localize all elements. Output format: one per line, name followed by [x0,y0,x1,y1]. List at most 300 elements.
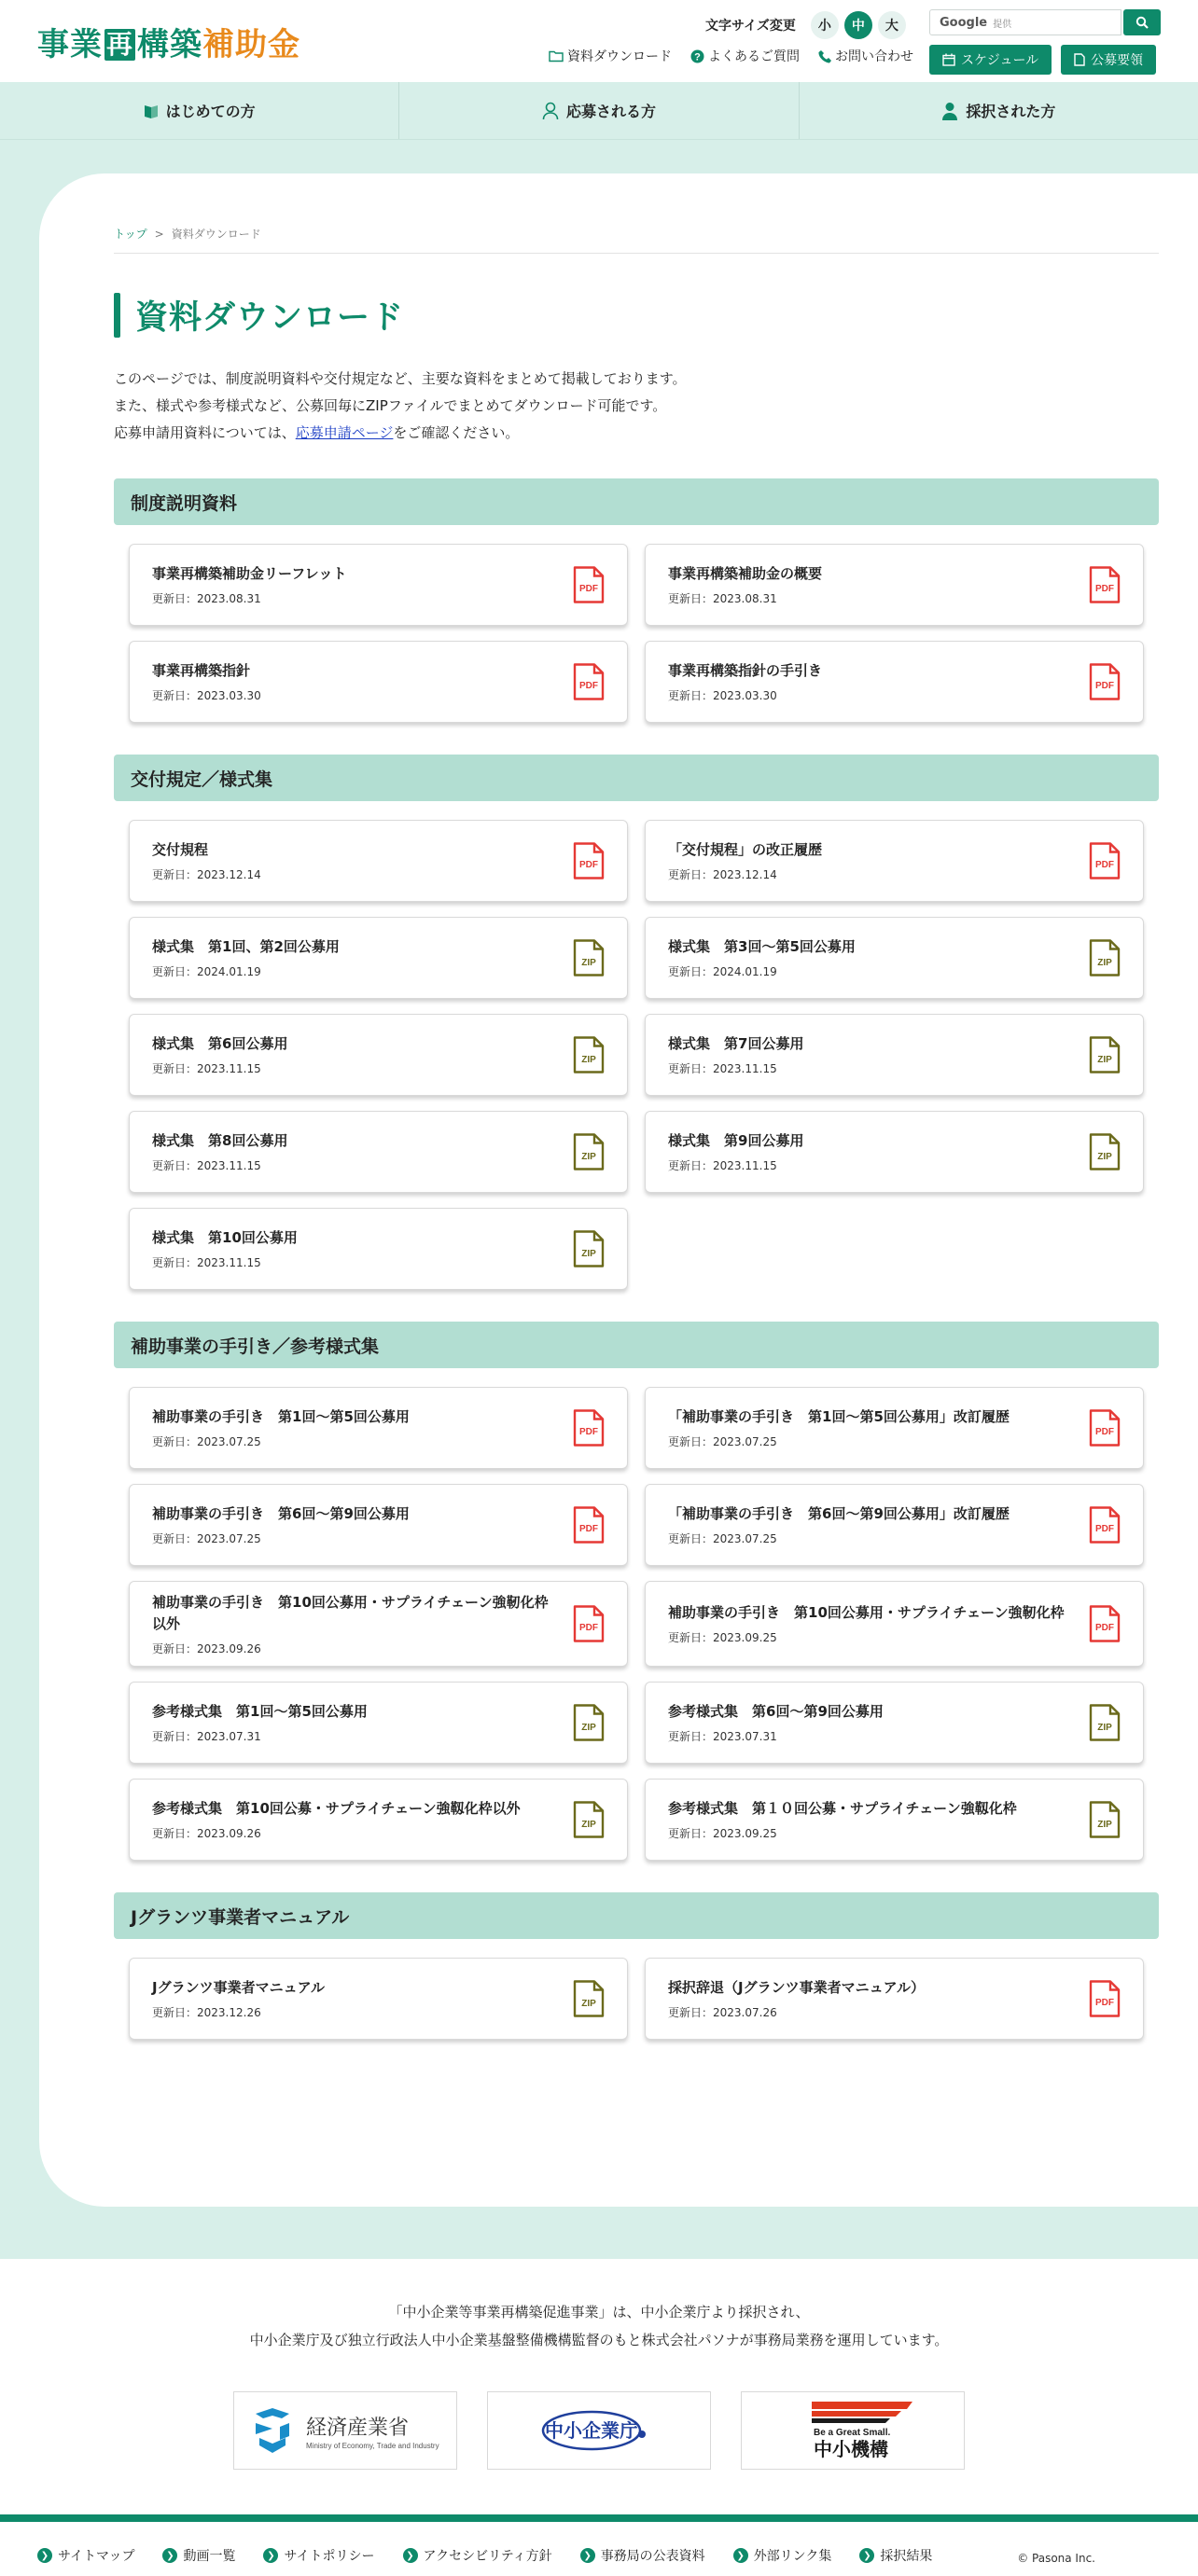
smrj-mark-icon [812,2402,912,2423]
footer-link-label: 外部リンク集 [753,2549,832,2564]
pdf-file-icon [1089,1605,1121,1642]
sme-agency-name: 中小企業庁 [545,2421,638,2442]
file-download-card[interactable] [129,1581,628,1667]
file-card-text [152,1503,573,1546]
nav-adopted-label: 採択された方 [966,103,1056,120]
date-prefix: 更新日： [152,1827,198,1840]
schedule-button-label: スケジュール [961,53,1039,68]
logo-text-b: 構築 [137,26,203,63]
download-section [114,478,1159,723]
svg-text:PDF: PDF [1095,1623,1114,1633]
person-outline-icon [542,102,559,120]
date-value: 2023.07.25 [197,1435,261,1448]
file-card-text [152,1798,573,1841]
contact-link-label: お問い合わせ [835,49,913,64]
date-value: 2023.09.25 [713,1631,777,1644]
calendar-icon [942,53,955,66]
svg-text:PDF: PDF [1095,584,1114,594]
nav-adopted[interactable] [799,82,1198,139]
guideline-button[interactable] [1061,45,1156,75]
file-download-card[interactable] [645,1779,1144,1861]
file-title: 事業再構築補助金リーフレット [152,565,347,582]
file-updated-date [152,1433,556,1449]
section-heading: Jグランツ事業者マニュアル [114,1892,1159,1939]
zip-file-icon [1089,939,1121,976]
file-download-card[interactable] [129,1208,628,1290]
file-title: Jグランツ事業者マニュアル [152,1979,325,1996]
date-value: 2024.01.19 [713,965,777,978]
svg-text:PDF: PDF [1095,1998,1114,2008]
file-card-grid [114,525,1159,723]
date-prefix: 更新日： [668,2006,714,2019]
search-button[interactable] [1123,9,1161,35]
svg-text:ZIP: ZIP [581,1055,596,1065]
footer-link[interactable] [580,2546,705,2565]
person-icon [941,102,958,120]
file-card-text [152,936,573,979]
footer-link[interactable] [162,2546,235,2565]
pdf-file-icon [1089,1980,1121,2017]
title-accent-bar [114,293,120,338]
nav-first-time[interactable] [0,82,398,139]
date-prefix: 更新日： [668,1435,714,1448]
file-download-card[interactable] [645,1958,1144,2040]
file-title: 補助事業の手引き 第10回公募用・サプライチェーン強靭化枠 [668,1604,1065,1621]
file-card-text [152,1227,573,1270]
file-card-text [152,1033,573,1076]
svg-text:PDF: PDF [579,584,598,594]
file-updated-date [152,1157,556,1173]
file-card-text [152,1406,573,1449]
svg-text:PDF: PDF [579,860,598,870]
file-download-card[interactable] [645,820,1144,902]
guideline-button-label: 公募要領 [1091,53,1144,68]
svg-text:PDF: PDF [579,1524,598,1534]
intro-line-3 [114,420,1159,447]
intro-line-1: このページでは、制度説明資料や交付規定など、主要な資料をまとめて掲載しております。 [114,370,687,387]
file-title: 参考様式集 第6回～第9回公募用 [668,1703,884,1720]
footer-statement-line-2: 中小企業庁及び独立行政法人中小企業基盤整備機構監督のもと株式会社パソナが事務局業務を運用しています。 [249,2332,949,2348]
intro-line-3-pre: 応募申請用資料については、 [114,424,296,441]
book-icon [144,103,159,119]
file-card-text [668,1602,1089,1645]
date-value: 2023.07.25 [197,1532,261,1545]
file-title: 交付規程 [152,841,209,858]
zip-file-icon [573,1801,605,1838]
faq-link[interactable] [690,47,800,65]
date-prefix: 更新日： [152,965,198,978]
date-value: 2023.09.25 [713,1827,777,1840]
footer-link-label: サイトマップ [58,2549,135,2564]
file-download-card[interactable] [129,641,628,723]
file-card-text [152,1977,573,2020]
file-card-text [668,660,1089,703]
svg-text:ZIP: ZIP [581,1152,596,1162]
footer-link-label: アクセシビリティ方針 [423,2549,552,2564]
date-prefix: 更新日： [152,868,198,881]
svg-text:ZIP: ZIP [1097,1152,1112,1162]
file-download-card[interactable] [645,917,1144,999]
svg-text:ZIP: ZIP [581,958,596,968]
file-card-grid [114,801,1159,1290]
date-value: 2023.11.15 [197,1256,261,1269]
download-link[interactable] [549,47,672,65]
file-download-card[interactable] [645,544,1144,626]
zip-file-icon [573,1980,605,2017]
zip-file-icon [573,939,605,976]
date-prefix: 更新日： [152,1641,198,1655]
file-download-card[interactable] [645,1111,1144,1193]
file-updated-date [668,1629,1072,1645]
file-download-card[interactable] [645,1581,1144,1667]
schedule-button[interactable] [929,45,1052,75]
file-card-text [668,1798,1089,1841]
svg-text:PDF: PDF [1095,681,1114,691]
file-card-grid [114,1939,1159,2040]
file-card-text [668,1406,1089,1449]
zip-file-icon [1089,1133,1121,1170]
file-updated-date [152,687,556,703]
file-updated-date [668,2004,1072,2020]
footer-link-label: 動画一覧 [183,2549,236,2564]
smrj-logo[interactable] [741,2391,965,2470]
file-title: 様式集 第10回公募用 [152,1229,298,1246]
file-updated-date [152,1728,556,1744]
date-value: 2024.01.19 [197,965,261,978]
date-prefix: 更新日： [668,1631,714,1644]
file-title: 「補助事業の手引き 第1回～第5回公募用」改訂履歴 [668,1408,1010,1425]
sme-agency-logo[interactable] [487,2391,711,2470]
logo-text-c: 補助金 [202,26,301,63]
file-card-text [152,839,573,882]
footer-link[interactable] [403,2546,552,2565]
footer-link[interactable] [859,2546,932,2565]
file-title: 「補助事業の手引き 第6回～第9回公募用」改訂履歴 [668,1505,1010,1522]
file-card-text [668,1503,1089,1546]
svg-text:PDF: PDF [579,1623,598,1633]
file-download-card[interactable] [645,1014,1144,1096]
date-prefix: 更新日： [668,1827,714,1840]
chevron-right-icon: ❯ [37,2548,52,2563]
date-value: 2023.08.31 [713,592,777,605]
intro-line-2: また、様式や参考様式など、公募回毎にZIPファイルでまとめてダウンロード可能です。 [114,397,667,414]
file-title: 採択辞退（Jグランツ事業者マニュアル） [668,1979,925,1996]
file-updated-date [668,1060,1072,1076]
date-prefix: 更新日： [668,592,714,605]
file-updated-date [668,1825,1072,1841]
file-download-card[interactable] [129,1682,628,1764]
meti-logo[interactable] [233,2391,457,2470]
breadcrumb-current: 資料ダウンロード [171,228,261,241]
search-icon [1135,16,1149,29]
zip-file-icon [573,1704,605,1741]
file-updated-date [152,2004,556,2020]
zip-file-icon [573,1133,605,1170]
google-label: Google [940,15,988,30]
pdf-file-icon [1089,663,1121,700]
date-prefix: 更新日： [668,965,714,978]
logo-text-box: 再 [106,29,134,60]
document-icon [1074,53,1085,66]
footer-statement [0,2259,1198,2354]
file-download-card[interactable] [129,1779,628,1861]
site-header [0,0,1198,82]
file-download-card[interactable] [129,820,628,902]
font-size-small-button[interactable]: 小 [811,11,839,39]
file-title: 補助事業の手引き 第6回～第9回公募用 [152,1505,410,1522]
date-prefix: 更新日： [668,689,714,702]
global-nav [0,82,1198,140]
svg-text:ZIP: ZIP [1097,1055,1112,1065]
page-heading: 資料ダウンロード [135,299,405,337]
file-updated-date [152,1825,556,1841]
file-title: 様式集 第8回公募用 [152,1132,288,1149]
date-prefix: 更新日： [152,592,198,605]
file-download-card[interactable] [129,917,628,999]
pdf-file-icon [1089,1506,1121,1544]
svg-text:PDF: PDF [1095,1524,1114,1534]
zip-file-icon [573,1230,605,1267]
breadcrumb-separator: > [154,227,164,241]
file-title: 参考様式集 第１０回公募・サプライチェーン強靱化枠 [668,1800,1017,1817]
zip-file-icon [1089,1801,1121,1838]
file-card-text [668,1033,1089,1076]
smrj-name: 中小機構 [814,2440,888,2460]
chevron-right-icon: ❯ [733,2548,748,2563]
date-value: 2023.09.26 [197,1827,261,1840]
intro-line-3-post: をご確認ください。 [393,424,520,441]
page-intro [114,366,1159,447]
file-updated-date [668,1157,1072,1173]
date-prefix: 更新日： [668,1159,714,1172]
svg-text:PDF: PDF [579,681,598,691]
file-download-card[interactable] [645,1484,1144,1566]
download-sections [114,478,1159,2040]
main-content [39,173,1198,2207]
pdf-file-icon [573,1605,605,1642]
file-title: 参考様式集 第10回公募・サプライチェーン強靱化枠以外 [152,1800,521,1817]
date-prefix: 更新日： [152,1256,198,1269]
svg-text:ZIP: ZIP [1097,958,1112,968]
file-title: 補助事業の手引き 第10回公募用・サプライチェーン強靭化枠以外 [152,1593,549,1632]
file-download-card[interactable] [645,641,1144,723]
footer-link-label: 採択結果 [880,2549,933,2564]
file-download-card[interactable] [129,1958,628,2040]
chevron-right-icon: ❯ [403,2548,418,2563]
date-prefix: 更新日： [152,689,198,702]
date-value: 2023.07.31 [197,1730,261,1743]
date-prefix: 更新日： [152,1730,198,1743]
file-updated-date [668,1728,1072,1744]
file-title: 様式集 第1回、第2回公募用 [152,938,340,955]
file-card-text [668,839,1089,882]
date-value: 2023.12.14 [713,868,777,881]
zip-file-icon [1089,1036,1121,1073]
footer-link[interactable] [263,2546,374,2565]
date-value: 2023.07.31 [713,1730,777,1743]
folder-icon [549,49,564,62]
faq-link-label: よくあるご質問 [708,49,800,64]
download-section [114,755,1159,1290]
date-value: 2023.07.25 [713,1532,777,1545]
date-value: 2023.11.15 [197,1159,261,1172]
download-link-label: 資料ダウンロード [567,49,672,64]
footer-statement-line-1: 「中小企業等事業再構築促進事業」は、中小企業庁より採択され、 [388,2304,810,2320]
section-heading: 補助事業の手引き／参考様式集 [114,1322,1159,1368]
nav-applicants[interactable] [398,82,798,139]
application-page-link[interactable]: 応募申請ページ [295,424,394,441]
svg-text:ZIP: ZIP [1097,1723,1112,1733]
date-prefix: 更新日： [152,1062,198,1075]
date-value: 2023.11.15 [713,1159,777,1172]
file-download-card[interactable] [129,1111,628,1193]
section-heading: 制度説明資料 [114,478,1159,525]
svg-text:ZIP: ZIP [1097,1820,1112,1830]
file-download-card[interactable] [129,1014,628,1096]
breadcrumb-top-link[interactable]: トップ [114,228,147,241]
date-prefix: 更新日： [668,1532,714,1545]
file-updated-date [668,1530,1072,1546]
site-search [929,9,1161,35]
date-value: 2023.03.30 [197,689,261,702]
meti-mark-icon [256,2408,289,2453]
svg-text:PDF: PDF [1095,860,1114,870]
footer-rule [0,2514,1198,2522]
file-download-card[interactable] [645,1682,1144,1764]
date-value: 2023.12.14 [197,868,261,881]
file-title: 事業再構築指針 [152,662,251,679]
breadcrumb [114,226,1159,254]
date-value: 2023.07.25 [713,1435,777,1448]
file-updated-date [152,1254,556,1270]
font-size-medium-button[interactable]: 中 [844,11,872,39]
file-updated-date [152,866,556,882]
date-prefix: 更新日： [152,1159,198,1172]
date-value: 2023.08.31 [197,592,261,605]
file-updated-date [152,590,556,606]
file-updated-date [668,590,1072,606]
phone-icon [818,49,831,63]
file-updated-date [668,1433,1072,1449]
file-card-text [152,1592,573,1656]
zip-file-icon [573,1036,605,1073]
date-prefix: 更新日： [668,1730,714,1743]
chevron-right-icon: ❯ [263,2548,278,2563]
svg-text:ZIP: ZIP [581,1999,596,2009]
font-size-large-button[interactable]: 大 [878,11,906,39]
file-card-text [152,1130,573,1173]
file-updated-date [152,963,556,979]
svg-text:ZIP: ZIP [581,1723,596,1733]
file-card-text [668,563,1089,606]
logo-text-a: 事業 [37,26,103,63]
date-value: 2023.11.15 [197,1062,261,1075]
pdf-file-icon [1089,1409,1121,1447]
file-title: 事業再構築補助金の概要 [668,565,823,582]
utility-links [549,47,913,65]
nav-first-time-label: はじめての方 [165,103,256,120]
date-prefix: 更新日： [668,868,714,881]
file-card-text [152,1701,573,1744]
search-provided-label: 提供 [993,19,1012,30]
download-section [114,1892,1159,2040]
pdf-file-icon [573,663,605,700]
header-buttons [929,45,1156,75]
svg-text:?: ? [694,51,701,62]
meti-name-ja: 経済産業省 [306,2416,410,2439]
file-updated-date [668,866,1072,882]
download-section [114,1322,1159,1861]
contact-link[interactable] [818,47,913,65]
partner-logos [0,2391,1198,2470]
file-download-card[interactable] [129,544,628,626]
date-value: 2023.11.15 [713,1062,777,1075]
file-title: 様式集 第7回公募用 [668,1035,804,1052]
file-card-text [668,1130,1089,1173]
svg-text:ZIP: ZIP [581,1249,596,1259]
file-updated-date [152,1641,556,1656]
file-card-grid [114,1368,1159,1861]
file-title: 補助事業の手引き 第1回～第5回公募用 [152,1408,410,1425]
date-value: 2023.07.26 [713,2006,777,2019]
chevron-right-icon: ❯ [859,2548,874,2563]
date-prefix: 更新日： [152,1532,198,1545]
search-input[interactable] [929,9,1121,35]
meti-name-en: Ministry of Economy, Trade and Industry [306,2442,439,2450]
page-title [114,293,1159,338]
file-updated-date [668,687,1072,703]
file-updated-date [668,963,1072,979]
file-card-text [668,1701,1089,1744]
file-title: 参考様式集 第1回～第5回公募用 [152,1703,368,1720]
site-logo[interactable] [37,19,300,64]
file-title: 様式集 第6回公募用 [152,1035,288,1052]
font-size-switcher [705,11,906,39]
file-title: 様式集 第9回公募用 [668,1132,804,1149]
date-prefix: 更新日： [668,1062,714,1075]
file-title: 事業再構築指針の手引き [668,662,823,679]
date-value: 2023.03.30 [713,689,777,702]
zip-file-icon [1089,1704,1121,1741]
site-footer [0,2259,1198,2565]
svg-text:PDF: PDF [1095,1427,1114,1437]
pdf-file-icon [573,1506,605,1544]
footer-link[interactable] [37,2546,134,2565]
file-card-text [668,1977,1089,2020]
footer-link[interactable] [733,2546,832,2565]
file-download-card[interactable] [129,1484,628,1566]
file-download-card[interactable] [129,1387,628,1469]
svg-text:PDF: PDF [579,1427,598,1437]
font-size-label: 文字サイズ変更 [705,19,796,34]
question-icon [690,49,704,63]
pdf-file-icon [1089,566,1121,603]
date-prefix: 更新日： [152,2006,198,2019]
file-download-card[interactable] [645,1387,1144,1469]
main-background [0,140,1198,2259]
date-value: 2023.12.26 [197,2006,261,2019]
chevron-right-icon: ❯ [162,2548,177,2563]
file-card-text [668,936,1089,979]
file-updated-date [152,1530,556,1546]
section-heading: 交付規定／様式集 [114,755,1159,801]
footer-link-label: 事務局の公表資料 [600,2549,705,2564]
file-title: 様式集 第3回～第5回公募用 [668,938,856,955]
file-card-text [152,563,573,606]
svg-text:ZIP: ZIP [581,1820,596,1830]
smrj-tagline: Be a Great Small. [814,2428,891,2438]
chevron-right-icon: ❯ [580,2548,595,2563]
